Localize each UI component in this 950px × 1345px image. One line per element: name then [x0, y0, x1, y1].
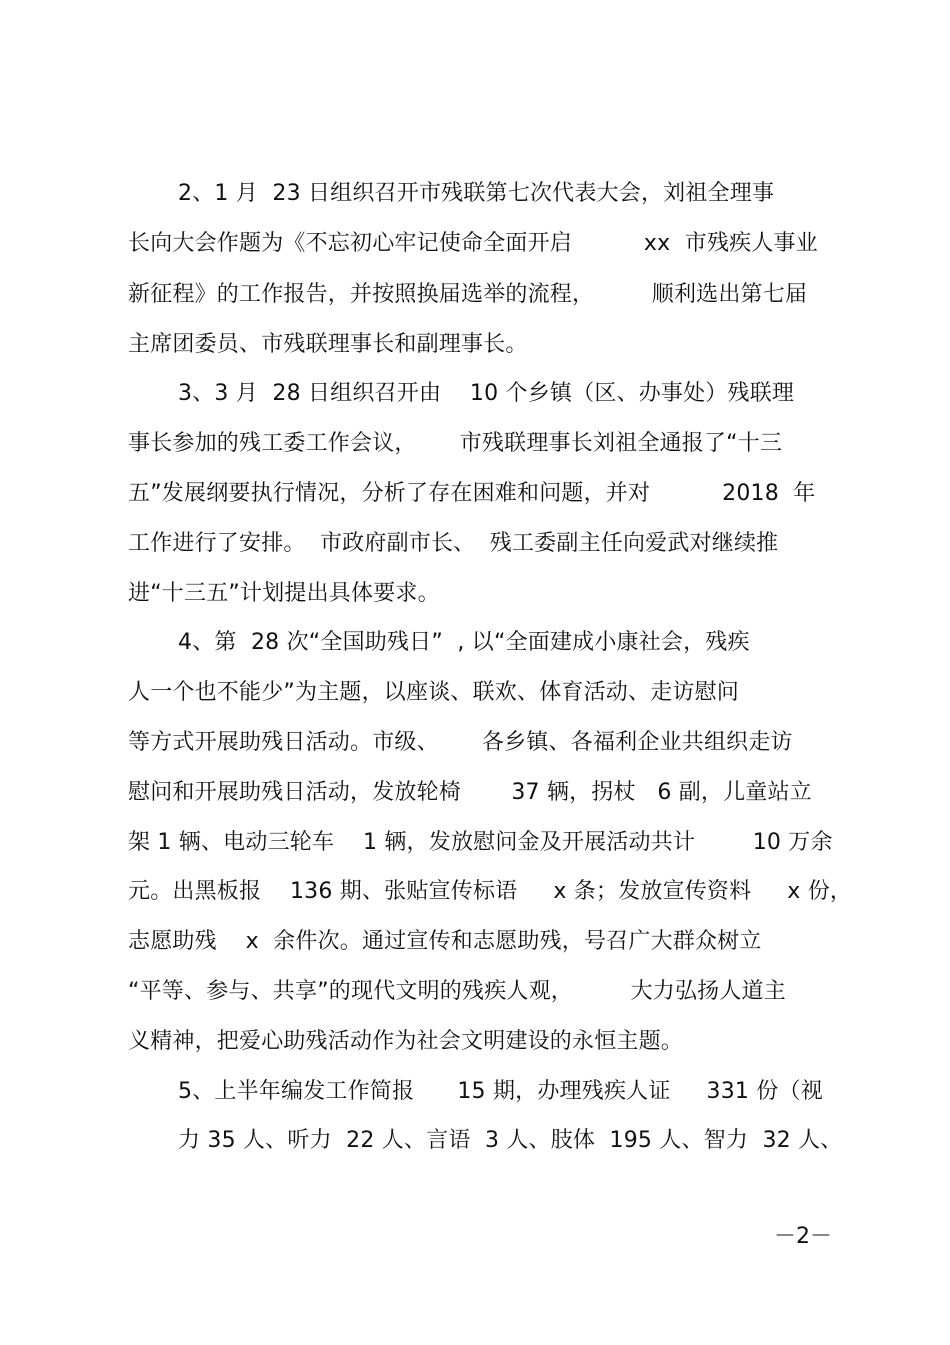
text-line: “平等、参与、共享”的现代文明的残疾人观， 大力弘扬人道主 [128, 979, 786, 1004]
text-line: 进“十三五”计划提出具体要求。 [128, 581, 440, 606]
text-line: 等方式开展助残日活动。市级、 各乡镇、各福利企业共组织走访 [128, 730, 793, 755]
text-line: 主席团委员、市残联理事长和副理事长。 [128, 332, 528, 357]
text-line: 2、1 月 23 日组织召开市残联第七次代表大会，刘祖全理事 [178, 181, 775, 206]
text-line: 人一个也不能少”为主题，以座谈、联欢、体育活动、走访慰问 [128, 680, 739, 705]
text-line: 3、3 月 28 日组织召开由 10 个乡镇（区、办事处）残联理 [178, 381, 795, 406]
text-line: 五”发展纲要执行情况，分析了存在困难和问题，并对 2018 年 [128, 481, 816, 506]
text-line: 长向大会作题为《不忘初心牢记使命全面开启 xx 市残疾人事业 [128, 231, 818, 256]
text-line: 义精神，把爱心助残活动作为社会文明建设的永恒主题。 [128, 1029, 684, 1054]
page-number: －2－ [774, 1224, 832, 1249]
text-line: 事长参加的残工委工作会议， 市残联理事长刘祖全通报了“十三 [128, 431, 783, 456]
text-line: 元。出黑板报 136 期、张贴宣传标语 x 条；发放宣传资料 x 份， [128, 879, 853, 904]
text-line: 新征程》的工作报告，并按照换届选举的流程， 顺利选出第七届 [128, 282, 808, 307]
text-line: 工作进行了安排。 市政府副市长、 残工委副主任向爱武对继续推 [128, 531, 779, 556]
text-line: 志愿助残 x 余件次。通过宣传和志愿助残，号召广大群众树立 [128, 929, 762, 954]
text-line: 慰问和开展助残日活动，发放轮椅 37 辆，拐杖 6 副，儿童站立 [128, 780, 812, 805]
text-line: 5、上半年编发工作简报 15 期，办理残疾人证 331 份（视 [178, 1079, 823, 1104]
text-line: 4、第 28 次“全国助残日” , 以“全面建成小康社会，残疾 [178, 630, 750, 655]
text-line: 架 1 辆、电动三轮车 1 辆，发放慰问金及开展活动共计 10 万余 [128, 830, 833, 855]
text-line: 力 35 人、听力 22 人、言语 3 人、肢体 195 人、智力 32 人、 [178, 1128, 843, 1153]
